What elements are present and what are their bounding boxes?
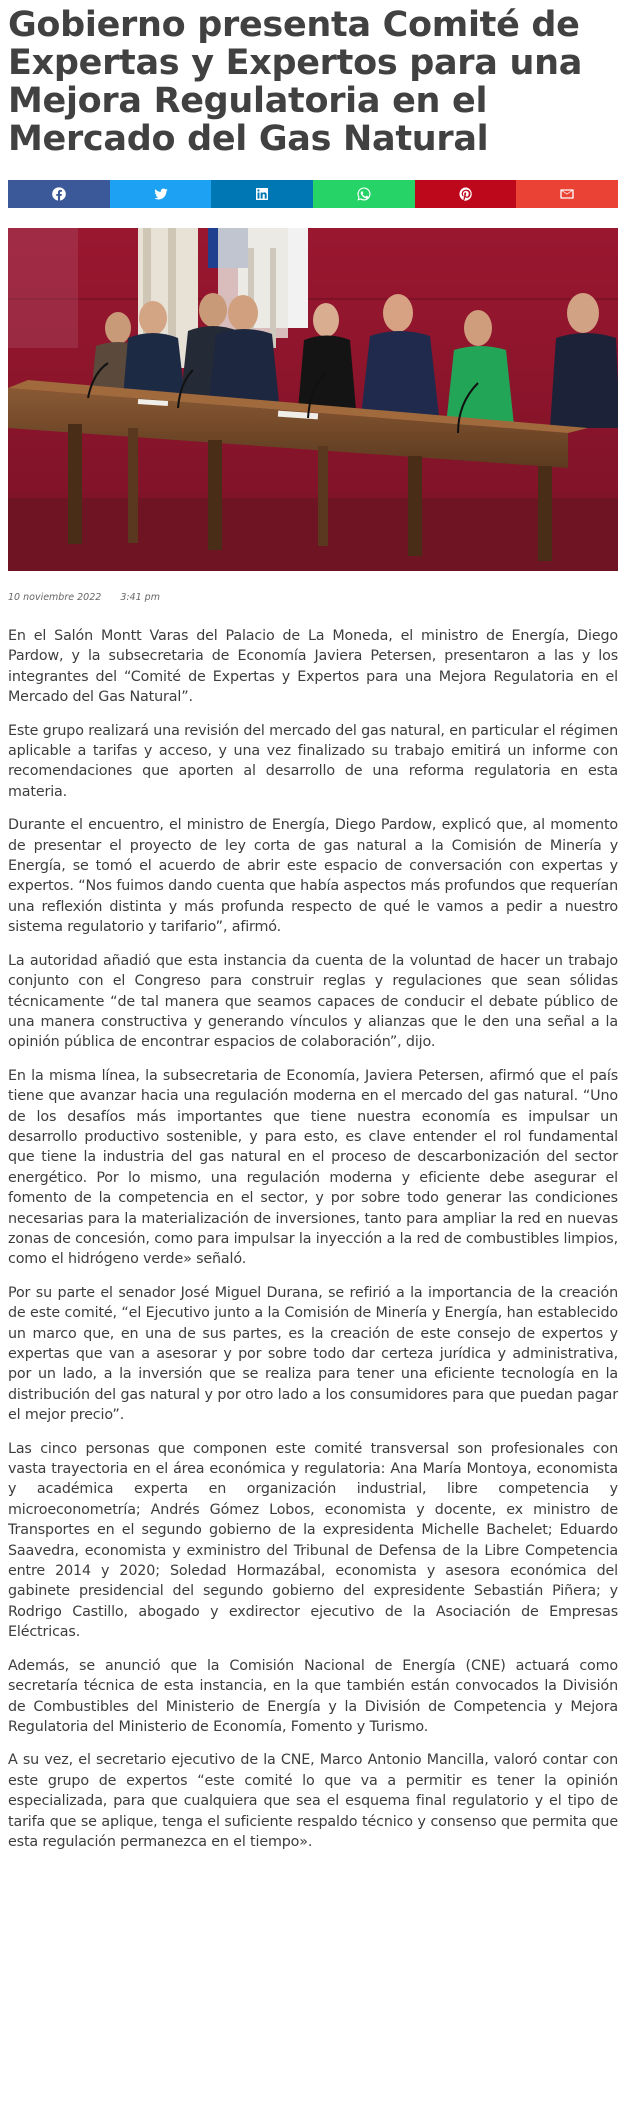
article-paragraph: La autoridad añadió que esta instancia da cuenta de la voluntad de hacer un trabajo conjunto con el Congreso para construir reglas y regulaciones que sean sólidas técnicamente “de tal manera que seamos capaces de conducir el debate público de una manera constructiva y generando vínculos y alianzas que le den una señal a la opinión pública de encontrar espacios de colaboración”, dijo.	[8, 952, 618, 1051]
share-whatsapp-button[interactable]	[313, 180, 415, 208]
whatsapp-icon	[356, 186, 372, 202]
article-paragraph: Además, se anunció que la Comisión Nacional de Energía (CNE) actuará como secretaría técnica de esta instancia, en la que también están convocados la División de Combustibles del Ministerio de Energía y la División de Competencia y Mejora Regulatoria del Ministerio de Economía, Fomento y Turismo.	[8, 1657, 618, 1735]
share-pinterest-button[interactable]	[415, 180, 517, 208]
article-body	[8, 626, 618, 1865]
pinterest-icon	[458, 186, 474, 202]
article-paragraph: Por su parte el senador José Miguel Durana, se refirió a la importancia de la creación de este comité, “el Ejecutivo junto a la Comisión de Minería y Energía, han establecido un marco que, en una de sus partes, es la creación de este consejo de expertos y expertas que van a asesorar y por sobre todo dar certeza jurídica y administrativa, por un lado, a la inversión que se realiza para tener una eficiente tecnología en la distribución del gas natural y por otro lado a los consumidores para que puedan pagar el mejor precio”.	[8, 1284, 618, 1424]
share-linkedin-button[interactable]	[211, 180, 313, 208]
facebook-icon	[51, 186, 67, 202]
article-photo	[8, 228, 618, 571]
article-meta	[8, 592, 176, 603]
article-paragraph: En el Salón Montt Varas del Palacio de La Moneda, el ministro de Energía, Diego Pardow, y la subsecretaria de Economía Javiera Petersen, presentaron a las y los integrantes del “Comité de Expertas y Expertos para una Mejora Regulatoria en el Mercado del Gas Natural”.	[8, 628, 618, 706]
share-bar	[8, 180, 618, 208]
article-time: 3:41 pm	[120, 592, 160, 603]
article-paragraph: Durante el encuentro, el ministro de Energía, Diego Pardow, explicó que, al momento de presentar el proyecto de ley corta de gas natural a la Comisión de Minería y Energía, se tomó el acuerdo de abrir este espacio de conversación con expertas y expertos. “Nos fuimos dando cuenta que había aspectos más profundos que requerían una reflexión distinta y más profunda respecto de qué le vamos a pedir a nuestro sistema regulatorio y tarifario”, afirmó.	[8, 817, 618, 936]
share-facebook-button[interactable]	[8, 180, 110, 208]
twitter-icon	[153, 186, 169, 202]
article-title: Gobierno presenta Comité de Expertas y Expertos para una Mejora Regulatoria en el Mercado del Gas Natural	[8, 5, 583, 159]
article-paragraph: Este grupo realizará una revisión del mercado del gas natural, en particular el régimen aplicable a tarifas y acceso, y una vez finalizado su trabajo emitirá un informe con recomendaciones que aporten al desarrollo de una reforma regulatoria en esta materia.	[8, 722, 618, 800]
email-icon	[559, 186, 575, 202]
article-date: 10 noviembre 2022	[8, 592, 102, 603]
article-paragraph: A su vez, el secretario ejecutivo de la CNE, Marco Antonio Mancilla, valoró contar con este grupo de expertos “este comité lo que va a permitir es tener la opinión especializada, para que cualquiera que sea el esquema final regulatorio y el tipo de tarifa que se aplique, tenga el suficiente respaldo técnico y consenso que permita que esta regulación permanezca en el tiempo».	[8, 1752, 618, 1850]
share-email-button[interactable]	[516, 180, 618, 208]
linkedin-icon	[254, 186, 270, 202]
article-paragraph: Las cinco personas que componen este comité transversal son profesionales con vasta trayectoria en el área económica y regulatoria: Ana María Montoya, economista y académica experta en organización industrial, libre competencia y microeconometría; Andrés Gómez Lobos, economista y docente, ex ministro de Transportes en el segundo gobierno de la expresidenta Michelle Bachelet; Eduardo Saavedra, economista y exministro del Tribunal de Defensa de la Libre Competencia entre 2014 y 2020; Soledad Hormazábal, economista y asesora económica del gabinete presidencial del segundo gobierno del expresidente Sebastián Piñera; y Rodrigo Castillo, abogado y exdirector ejecutivo de la Asociación de Empresas Eléctricas.	[8, 1440, 618, 1641]
article	[8, 0, 618, 1850]
article-paragraph: En la misma línea, la subsecretaria de Economía, Javiera Petersen, afirmó que el país tiene que avanzar hacia una regulación moderna en el mercado del gas natural. “Uno de los desafíos más importantes que tiene nuestra economía es impulsar un desarrollo productivo sostenible, y para esto, es clave entender el rol fundamental que tiene la industria del gas natural en el proceso de descarbonización del sector energético. Por lo mismo, una regulación moderna y eficiente debe asegurar el fomento de la competencia en el sector, y por sobre todo generar las condiciones necesarias para la materialización de inversiones, tanto para ampliar la red en nuevas zonas de concesión, como para impulsar la inyección a la red de combustibles limpios, como el hidrógeno verde» señaló.	[8, 1067, 618, 1268]
share-twitter-button[interactable]	[110, 180, 212, 208]
